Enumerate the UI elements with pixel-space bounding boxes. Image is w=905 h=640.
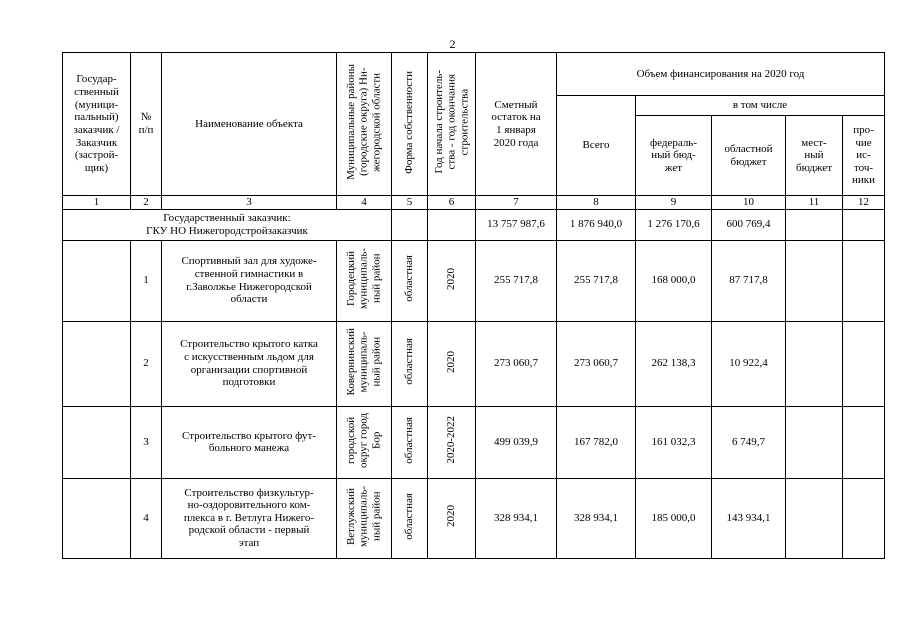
header-regional-budget: областной бюджет [712, 116, 786, 196]
header-estimated-balance: Сметный остаток на 1 января 2020 года [476, 53, 557, 196]
estimated-balance: 255 717,8 [476, 240, 557, 321]
row-number: 1 [131, 240, 162, 321]
total-funding: 167 782,0 [557, 406, 636, 478]
page-number: 2 [449, 37, 456, 51]
header-ownership-form: Форма собственности [392, 53, 428, 196]
construction-years: 2020 [428, 240, 476, 321]
ownership-form: областная [392, 321, 428, 406]
object-name: Строительство крытого катка с искусственным льдом для организации спортивной подготовки [162, 321, 337, 406]
estimated-balance: 273 060,7 [476, 321, 557, 406]
column-number: 4 [337, 196, 392, 210]
header-local-budget: мест- ный бюджет [786, 116, 843, 196]
ownership-form: областная [392, 478, 428, 558]
column-number: 8 [557, 196, 636, 210]
header-including: в том числе [636, 96, 885, 116]
header-construction-years: Год начала строитель- ства - год окончания строительства [428, 53, 476, 196]
customer-label: Государственный заказчик: ГКУ НО Нижегородстройзаказчик [63, 209, 392, 240]
object-name: Строительство физкультур- но-оздоровительного ком- плекса в г. Ветлуга Нижего- родской области - первый этап [162, 478, 337, 558]
header-object-name: Наименование объекта [162, 53, 337, 196]
federal-funding: 262 138,3 [636, 321, 712, 406]
construction-years: 2020 [428, 321, 476, 406]
municipal-district: Ветлужский муниципаль- ный район [337, 478, 392, 558]
header-customer: Государ- ственный (муници- пальный) заказчик / Заказчик (застрой- щик) [63, 53, 131, 196]
column-number: 6 [428, 196, 476, 210]
header-number: № п/п [131, 53, 162, 196]
municipal-district: Городецкий муниципаль- ный район [337, 240, 392, 321]
column-number: 3 [162, 196, 337, 210]
federal-funding: 185 000,0 [636, 478, 712, 558]
regional-funding: 6 749,7 [712, 406, 786, 478]
object-name: Строительство крытого фут- больного манежа [162, 406, 337, 478]
regional-funding: 87 717,8 [712, 240, 786, 321]
customer-regional: 600 769,4 [712, 209, 786, 240]
column-number: 12 [843, 196, 885, 210]
object-name: Спортивный зал для художе- ственной гимнастики в г.Заволжье Нижегородской области [162, 240, 337, 321]
column-numbers-row [63, 196, 885, 210]
customer-total: 1 876 940,0 [557, 209, 636, 240]
column-number: 10 [712, 196, 786, 210]
total-funding: 255 717,8 [557, 240, 636, 321]
total-funding: 328 934,1 [557, 478, 636, 558]
table-row [63, 240, 885, 321]
customer-estimated-balance: 13 757 987,6 [476, 209, 557, 240]
column-number: 1 [63, 196, 131, 210]
column-number: 5 [392, 196, 428, 210]
federal-funding: 168 000,0 [636, 240, 712, 321]
header-total: Всего [557, 96, 636, 196]
row-number: 3 [131, 406, 162, 478]
construction-years: 2020-2022 [428, 406, 476, 478]
header-funding-volume: Объем финансирования на 2020 год [557, 53, 885, 96]
column-number: 7 [476, 196, 557, 210]
column-number: 2 [131, 196, 162, 210]
header-other-sources: про- чие ис- точ- ники [843, 116, 885, 196]
regional-funding: 10 922,4 [712, 321, 786, 406]
financing-table [62, 52, 885, 559]
municipal-district: Ковернинский муниципаль- ный район [337, 321, 392, 406]
ownership-form: областная [392, 240, 428, 321]
federal-funding: 161 032,3 [636, 406, 712, 478]
customer-federal: 1 276 170,6 [636, 209, 712, 240]
construction-years: 2020 [428, 478, 476, 558]
municipal-district: городской округ город Бор [337, 406, 392, 478]
row-number: 2 [131, 321, 162, 406]
table-row [63, 406, 885, 478]
customer-row [63, 209, 885, 240]
regional-funding: 143 934,1 [712, 478, 786, 558]
ownership-form: областная [392, 406, 428, 478]
column-number: 11 [786, 196, 843, 210]
header-municipal-districts: Муниципальные районы (городские округа) Ни- жегородской области [337, 53, 392, 196]
row-number: 4 [131, 478, 162, 558]
table-row [63, 478, 885, 558]
total-funding: 273 060,7 [557, 321, 636, 406]
estimated-balance: 328 934,1 [476, 478, 557, 558]
table-row [63, 321, 885, 406]
column-number: 9 [636, 196, 712, 210]
estimated-balance: 499 039,9 [476, 406, 557, 478]
header-federal-budget: федераль- ный бюд- жет [636, 116, 712, 196]
